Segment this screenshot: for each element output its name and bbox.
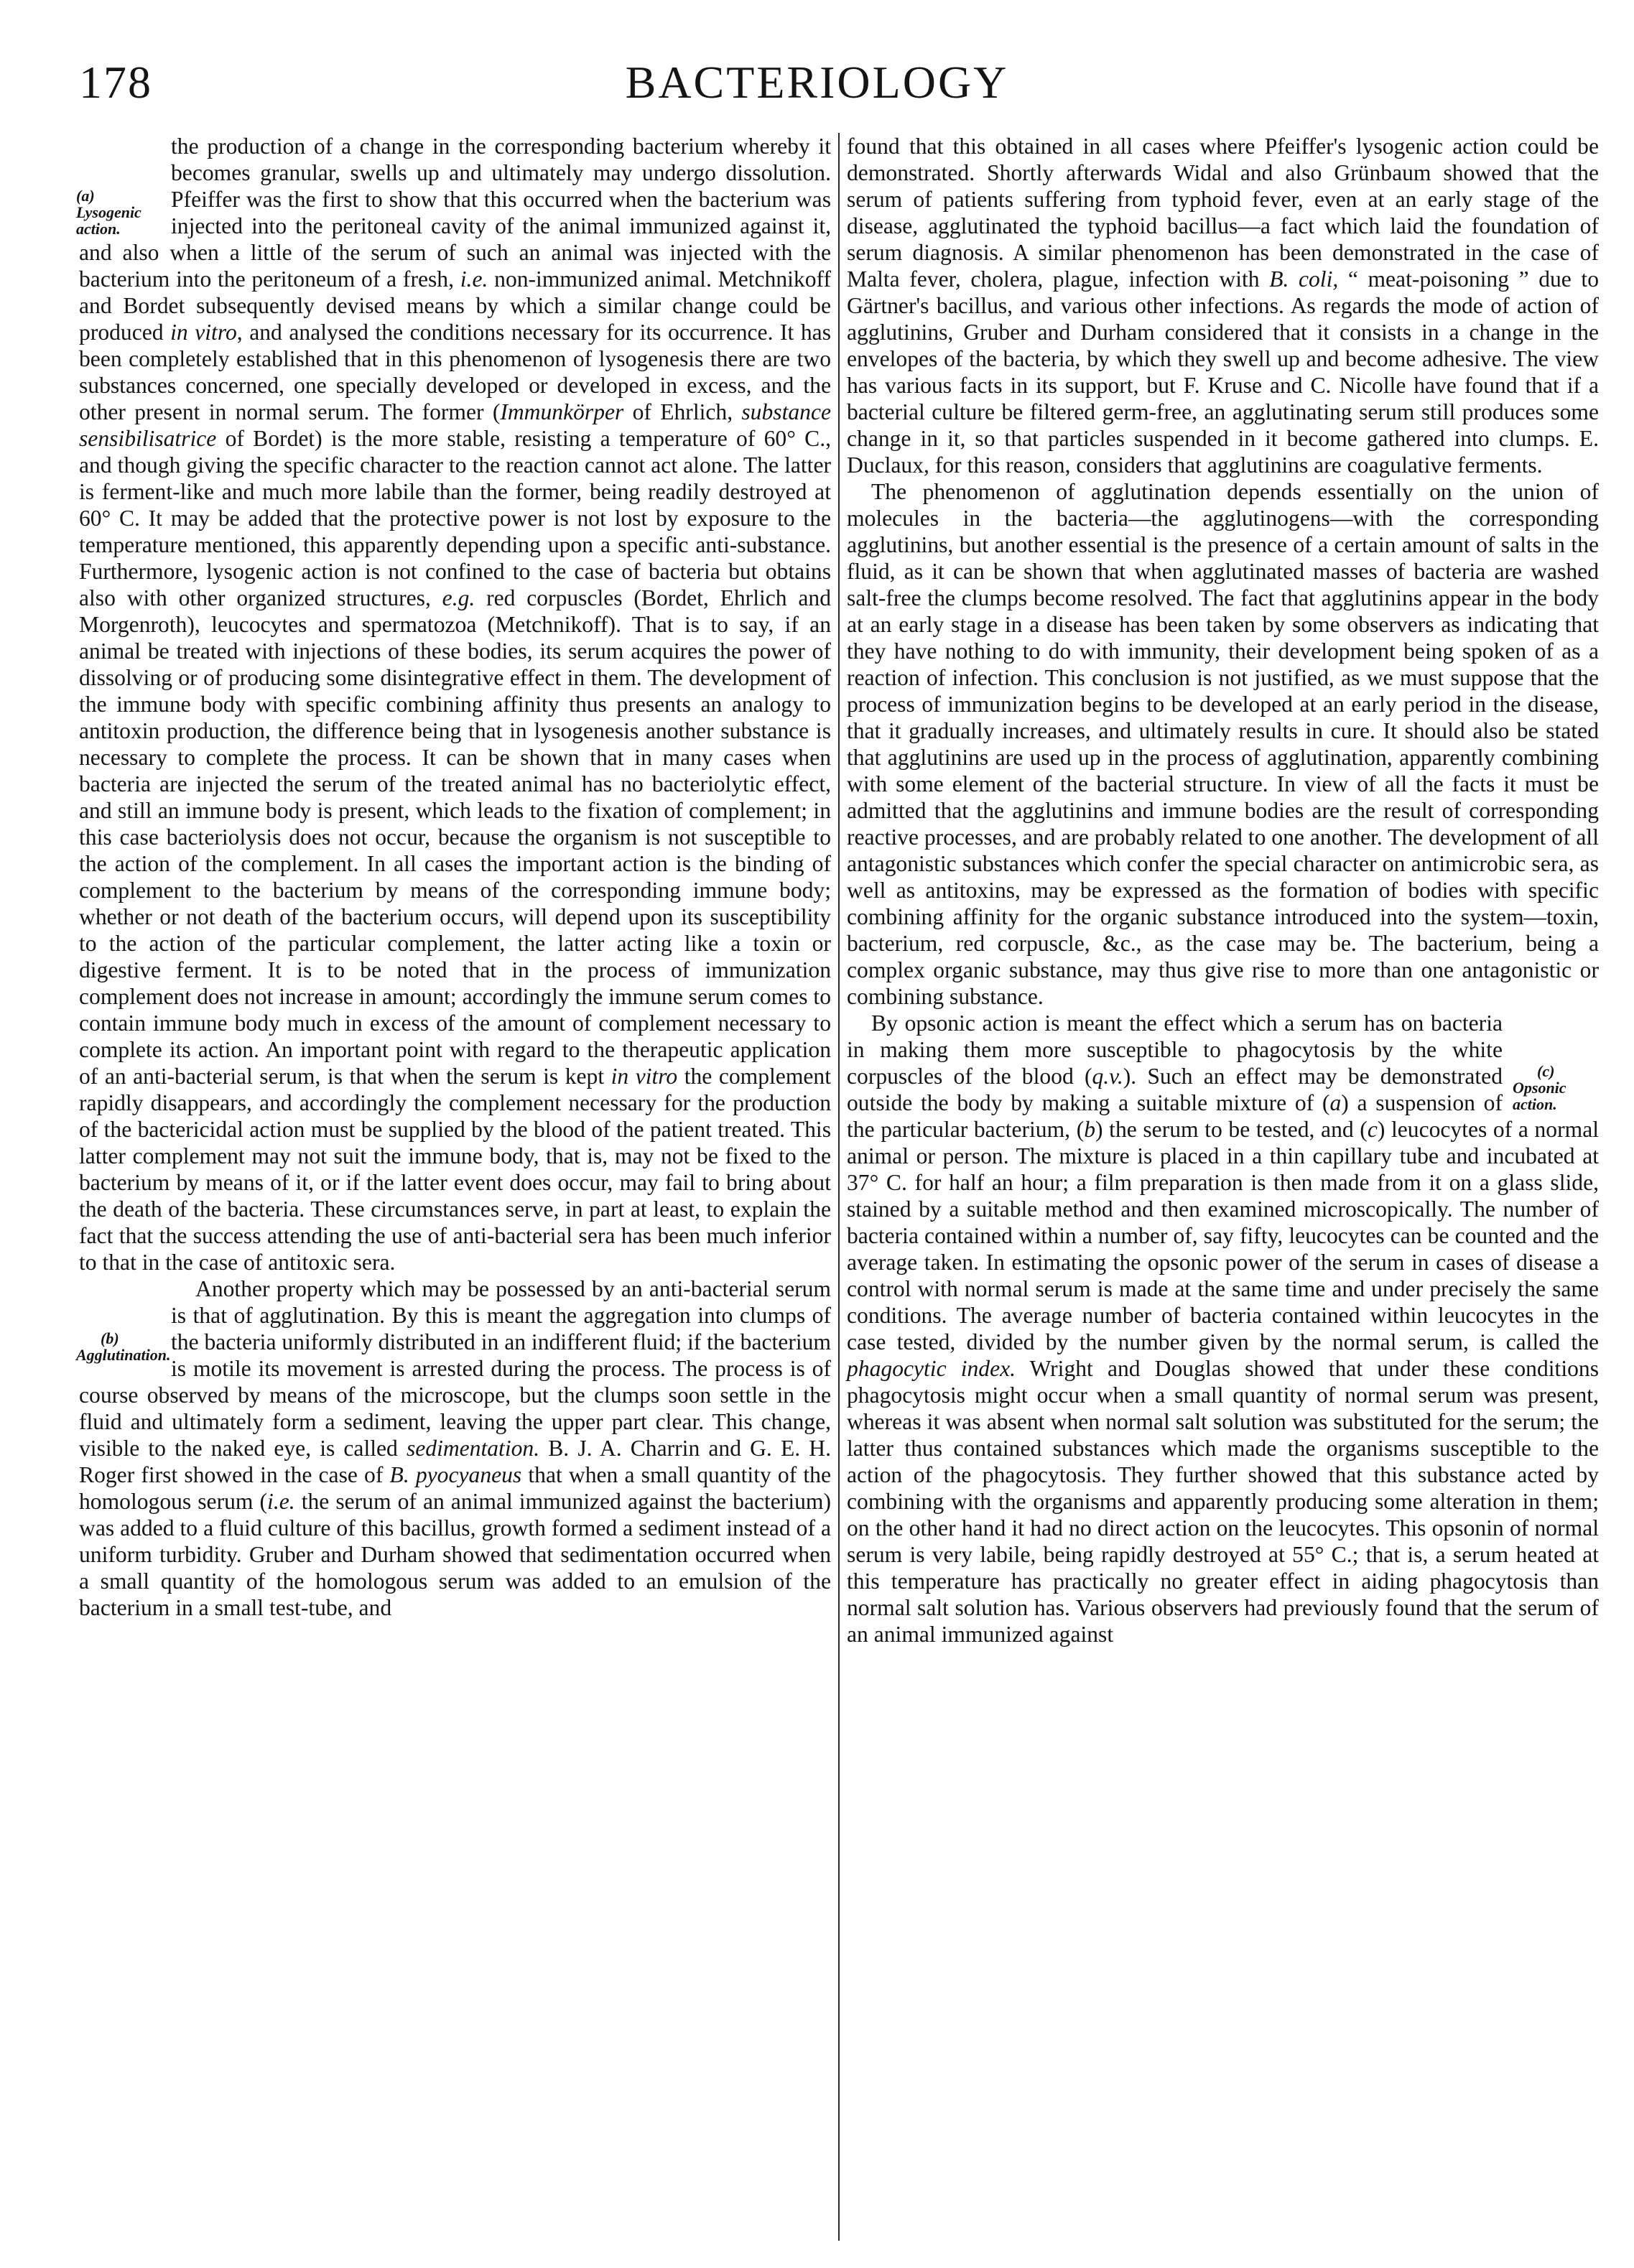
side-note-opsonic-action: (c) Opsonic action.: [1513, 1062, 1566, 1113]
column-divider: [838, 133, 840, 2241]
paragraph-agglutination: (b) Agglutination. Another property which may be possessed by an anti-bacterial serum is that of agglutination. By this is meant the aggregation into clumps of the bacteria uniformly distributed in an indifferent fluid; if the bacterium is motile its movement is arrested during the process. The process is of course observed by means of the microscope, but the clumps soon settle in the fluid and ultimately form a sediment, leaving the upper part clear. This change, visible to the naked eye, is called sedimentation. B. J. A. Charrin and G. E. H. Roger first showed in the case of B. pyocyaneus that when a small quantity of the homologous serum (i.e. the serum of an animal immunized against the bacterium) was added to a fluid culture of this bacillus, growth formed a sediment instead of a uniform turbidity. Gruber and Durham showed that sedimentation occurred when a small quantity of the homologous serum was added to an emulsion of the bacterium in a small test-tube, and: [76, 1276, 831, 1620]
paragraph-agglutination-continued: found that this obtained in all cases where Pfeiffer's lysogenic action could be demonstrated. Shortly afterwards Widal and also Grünbaum showed that the serum of patients suffering from typhoid fever, even at an early stage of the disease, agglutinated the typhoid bacillus—a fact which laid the foundation of serum diagnosis. A similar phenomenon has been demonstrated in the case of Malta fever, cholera, plague, infection with B. coli, “ meat-poisoning ” due to Gärtner's bacillus, and various other infections. As regards the mode of action of agglutinins, Gruber and Durham considered that it consists in a change in the envelopes of the bacteria, by which they swell up and become adhesive. The view has various facts in its support, but F. Kruse and C. Nicolle have found that if a bacterial culture be filtered germ-free, an agglutinating serum still produces some change in it, so that particles suspended in it become gathered into clumps. E. Duclaux, for this reason, considers that agglutinins are coagulative ferments.: [847, 134, 1599, 478]
page-number: 178: [79, 57, 152, 108]
side-note-agglutination: (b) Agglutination.: [76, 1329, 171, 1364]
side-note-lysogenic-action: (a) Lysogenic action.: [76, 187, 141, 238]
paragraph-lysogenesis: (a) Lysogenic action. the production of a change in the corresponding bacterium whereby it becomes granular, swells up and ultimately may undergo dissolution. Pfeiffer was the first to show that this occurred when the bacterium was injected into the peritoneal cavity of the animal immunized against it, and also when a little of the serum of such an animal was injected with the bacterium into the peritoneum of a fresh, i.e. non-immunized animal. Metchnikoff and Bordet subsequently devised means by which a similar change could be produced in vitro, and analysed the conditions necessary for its occurrence. It has been completely established that in this phenomenon of lysogenesis there are two substances concerned, one specially developed or developed in excess, and the other present in normal serum. The former (Immunkörper of Ehrlich, substance sensibilisatrice of Bordet) is the more stable, resisting a temperature of 60° C., and though giving the specific character to the reaction cannot act alone. The latter is ferment-like and much more labile than the former, being readily destroyed at 60° C. It may be added that the protective power is not lost by exposure to the temperature mentioned, this apparently depending upon a specific anti-substance. Furthermore, lysogenic action is not confined to the case of bacteria but obtains also with other organized structures, e.g. red corpuscles (Bordet, Ehrlich and Morgenroth), leucocytes and spermatozoa (Metchnikoff). That is to say, if an animal be treated with injections of these bodies, its serum acquires the power of dissolving or of producing some disintegrative effect in them. The development of the immune body with specific combining affinity thus presents an analogy to antitoxin production, the difference being that in lysogenesis another substance is necessary to complete the process. It can be shown that in many cases when bacteria are injected the serum of the treated animal has no bacteriolytic effect, and still an immune body is present, which leads to the fixation of complement; in this case bacteriolysis does not occur, because the organism is not susceptible to the action of the complement. In all cases the important action is the binding of complement to the bacterium by means of the corresponding immune body; whether or not death of the bacterium occurs, will depend upon its susceptibility to the action of the particular complement, the latter acting like a toxin or digestive ferment. It is to be noted that in the process of immunization complement does not increase in amount; accordingly the immune serum comes to contain immune body much in excess of the amount of complement necessary to complete its action. An important point with regard to the therapeutic application of an anti-bacterial serum, is that when the serum is kept in vitro the complement rapidly disappears, and accordingly the complement necessary for the production of the bactericidal action must be supplied by the blood of the patient treated. This latter complement may not suit the immune body, that is, may not be fixed to the bacterium by means of it, or if the latter event does occur, may fail to bring about the death of the bacteria. These circumstances serve, in part at least, to explain the fact that the success attending the use of anti-bacterial sera has been much inferior to that in the case of antitoxic sera.: [76, 134, 832, 1275]
left-column: [76, 133, 832, 2241]
running-title: BACTERIOLOGY: [625, 57, 1009, 108]
paragraph-opsonic-action: (c) Opsonic action. By opsonic action is meant the effect which a serum has on bacteria in making them more susceptible to phagocytosis by the white corpuscles of the blood (q.v.). Such an effect may be demonstrated outside the body by making a suitable mixture of (a) a suspension of the particular bacterium, (b) the serum to be tested, and (c) leucocytes of a normal animal or person. The mixture is placed in a thin capillary tube and incubated at 37° C. for half an hour; a film preparation is then made from it on a glass slide, stained by a suitable method and then examined microscopically. The number of bacteria contained within a number of, say fifty, leucocytes can be counted and the average taken. In estimating the opsonic power of the serum in cases of disease a control with normal serum is made at the same time and under precisely the same conditions. The average number of bacteria contained within leucocytes in the case tested, divided by the number given by the normal serum, is called the phagocytic index. Wright and Douglas showed that under these conditions phagocytosis might occur when a small quantity of normal serum was present, whereas it was absent when normal salt solution was substituted for the serum; the latter thus contained substances which made the organisms susceptible to the action of the phagocytosis. They further showed that this substance acted by combining with the organisms and apparently producing some alteration in them; on the other hand it had no direct action on the leucocytes. This opsonin of normal serum is very labile, being rapidly destroyed at 55° C.; that is, a serum heated at this temperature has practically no greater effect in aiding phagocytosis than normal salt solution has. Various observers had previously found that the serum of an animal immunized against: [847, 1010, 1599, 1647]
paragraph-agglutinogens: The phenomenon of agglutination depends essentially on the union of molecules in the bacteria—the agglutinogens—with the corresponding agglutinins, but another essential is the presence of a certain amount of salts in the fluid, as it can be shown that when agglutinated masses of bacteria are washed salt-free the clumps become resolved. The fact that agglutinins appear in the body at an early stage in a disease has been taken by some observers as indicating that they have nothing to do with immunity, their development being spoken of as a reaction of infection. This conclusion is not justified, as we must suppose that the process of immunization begins to be developed at an early period in the disease, that it gradually increases, and ultimately results in cure. It should also be stated that agglutinins are used up in the process of agglutination, apparently combining with some element of the bacterial structure. In view of all the facts it must be admitted that the agglutinins and immune bodies are the result of corresponding reactive processes, and are probably related to one another. The development of all antagonistic substances which confer the special character on antimicrobic sera, as well as antitoxins, may be expressed as the formation of bodies with specific combining affinity for the organic substance introduced into the system—toxin, bacterium, red corpuscle, &c., as the case may be. The bacterium, being a complex organic substance, may thus give rise to more than one antagonistic or combining substance.: [847, 479, 1599, 1009]
page-header: [79, 50, 1555, 122]
right-column: [847, 133, 1599, 2241]
